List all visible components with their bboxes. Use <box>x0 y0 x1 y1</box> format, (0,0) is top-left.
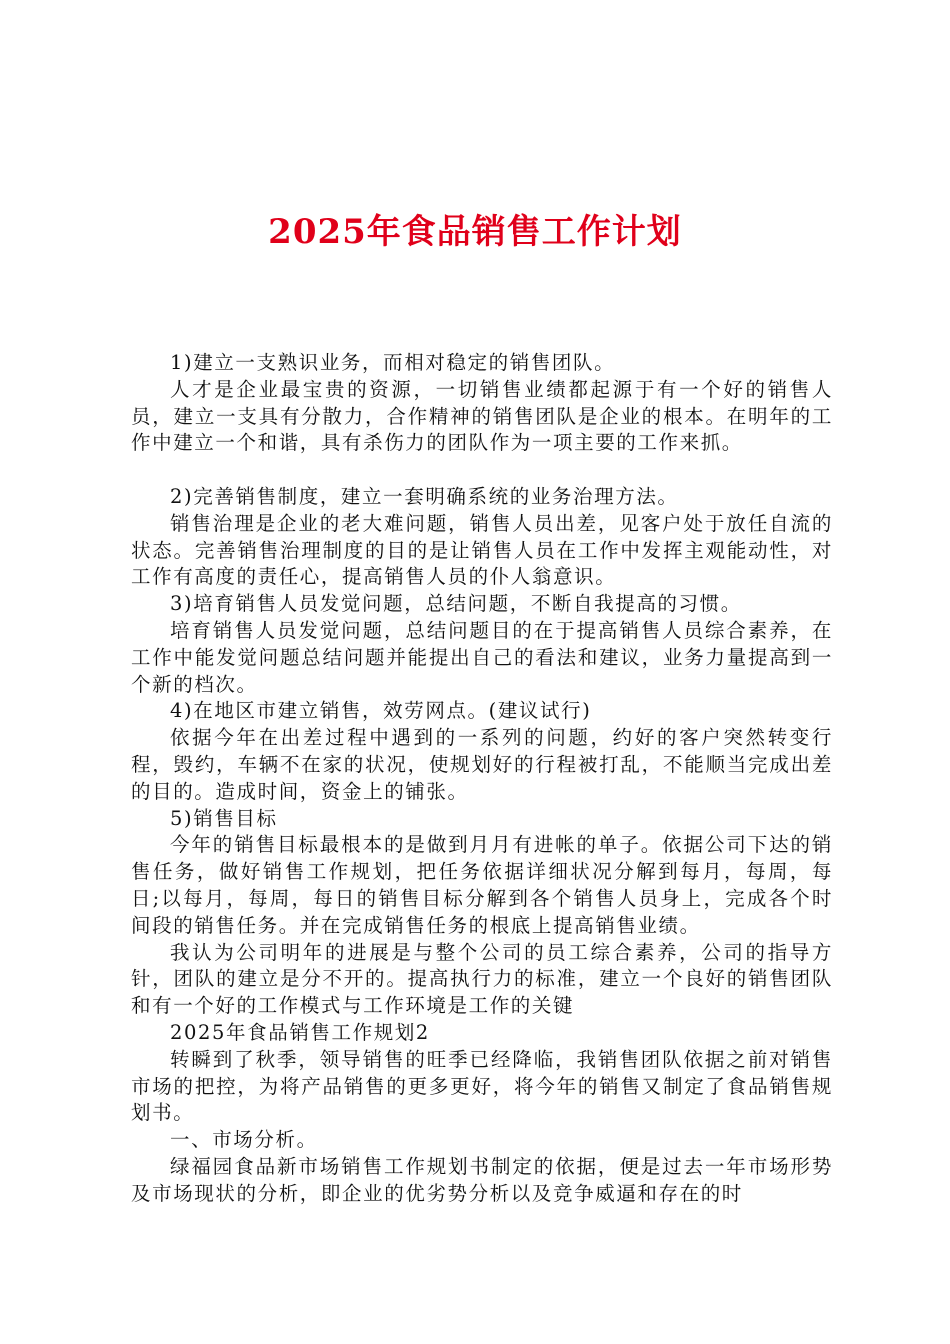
paragraph: 转瞬到了秋季，领导销售的旺季已经降临，我销售团队依据之前对销售市场的把控，为将产品销售的更多更好，将今年的销售又制定了食品销售规划书。 <box>131 1047 833 1125</box>
document-body <box>131 350 833 1208</box>
paragraph-heading-4: 4)在地区市建立销售，效劳网点。(建议试行) <box>170 699 592 723</box>
section-heading-market-analysis: 一、市场分析。 <box>170 1128 318 1152</box>
paragraph: 人才是企业最宝贵的资源，一切销售业绩都起源于有一个好的销售人员，建立一支具有分散力，合作精神的销售团队是企业的根本。在明年的工作中建立一个和谐，具有杀伤力的团队作为一项主要的工作来抓。 <box>131 377 833 455</box>
document-title: 2025年食品销售工作计划 <box>268 212 682 252</box>
paragraph-heading-1: 1)建立一支熟识业务，而相对稳定的销售团队。 <box>170 351 616 374</box>
paragraph: 销售治理是企业的老大难问题，销售人员出差，见客户处于放任自流的状态。完善销售治理制度的目的是让销售人员在工作中发挥主观能动性，对工作有高度的责任心，提高销售人员的仆人翁意识。 <box>131 511 833 589</box>
paragraph: 今年的销售目标最根本的是做到月月有进帐的单子。依据公司下达的销售任务，做好销售工作规划，把任务依据详细状况分解到每月，每周，每日;以每月，每周，每日的销售目标分解到各个销售人员身上，完成各个时间段的销售任务。并在完成销售任务的根底上提高销售业绩。 <box>131 833 833 937</box>
paragraph: 培育销售人员发觉问题，总结问题目的在于提高销售人员综合素养，在工作中能发觉问题总结问题并能提出自己的看法和建议，业务力量提高到一个新的档次。 <box>131 618 833 696</box>
paragraph: 依据今年在出差过程中遇到的一系列的问题，约好的客户突然转变行程，毁约，车辆不在家的状况，使规划好的行程被打乱，不能顺当完成出差的目的。造成时间，资金上的铺张。 <box>131 726 833 803</box>
paragraph: 我认为公司明年的进展是与整个公司的员工综合素养，公司的指导方针，团队的建立是分不开的。提高执行力的标准，建立一个良好的销售团队和有一个好的工作模式与工作环境是工作的关键 <box>131 940 833 1018</box>
section-title-plan-2: 2025年食品销售工作规划2 <box>170 1020 430 1044</box>
paragraph-heading-3: 3)培育销售人员发觉问题，总结问题，不断自我提高的习惯。 <box>170 592 742 616</box>
paragraph-heading-2: 2)完善销售制度，建立一套明确系统的业务治理方法。 <box>170 484 679 508</box>
paragraph-heading-5: 5)销售目标 <box>170 806 278 830</box>
paragraph: 绿福园食品新市场销售工作规划书制定的依据，便是过去一年市场形势及市场现状的分析，即企业的优劣势分析以及竞争威逼和存在的时 <box>131 1154 833 1205</box>
